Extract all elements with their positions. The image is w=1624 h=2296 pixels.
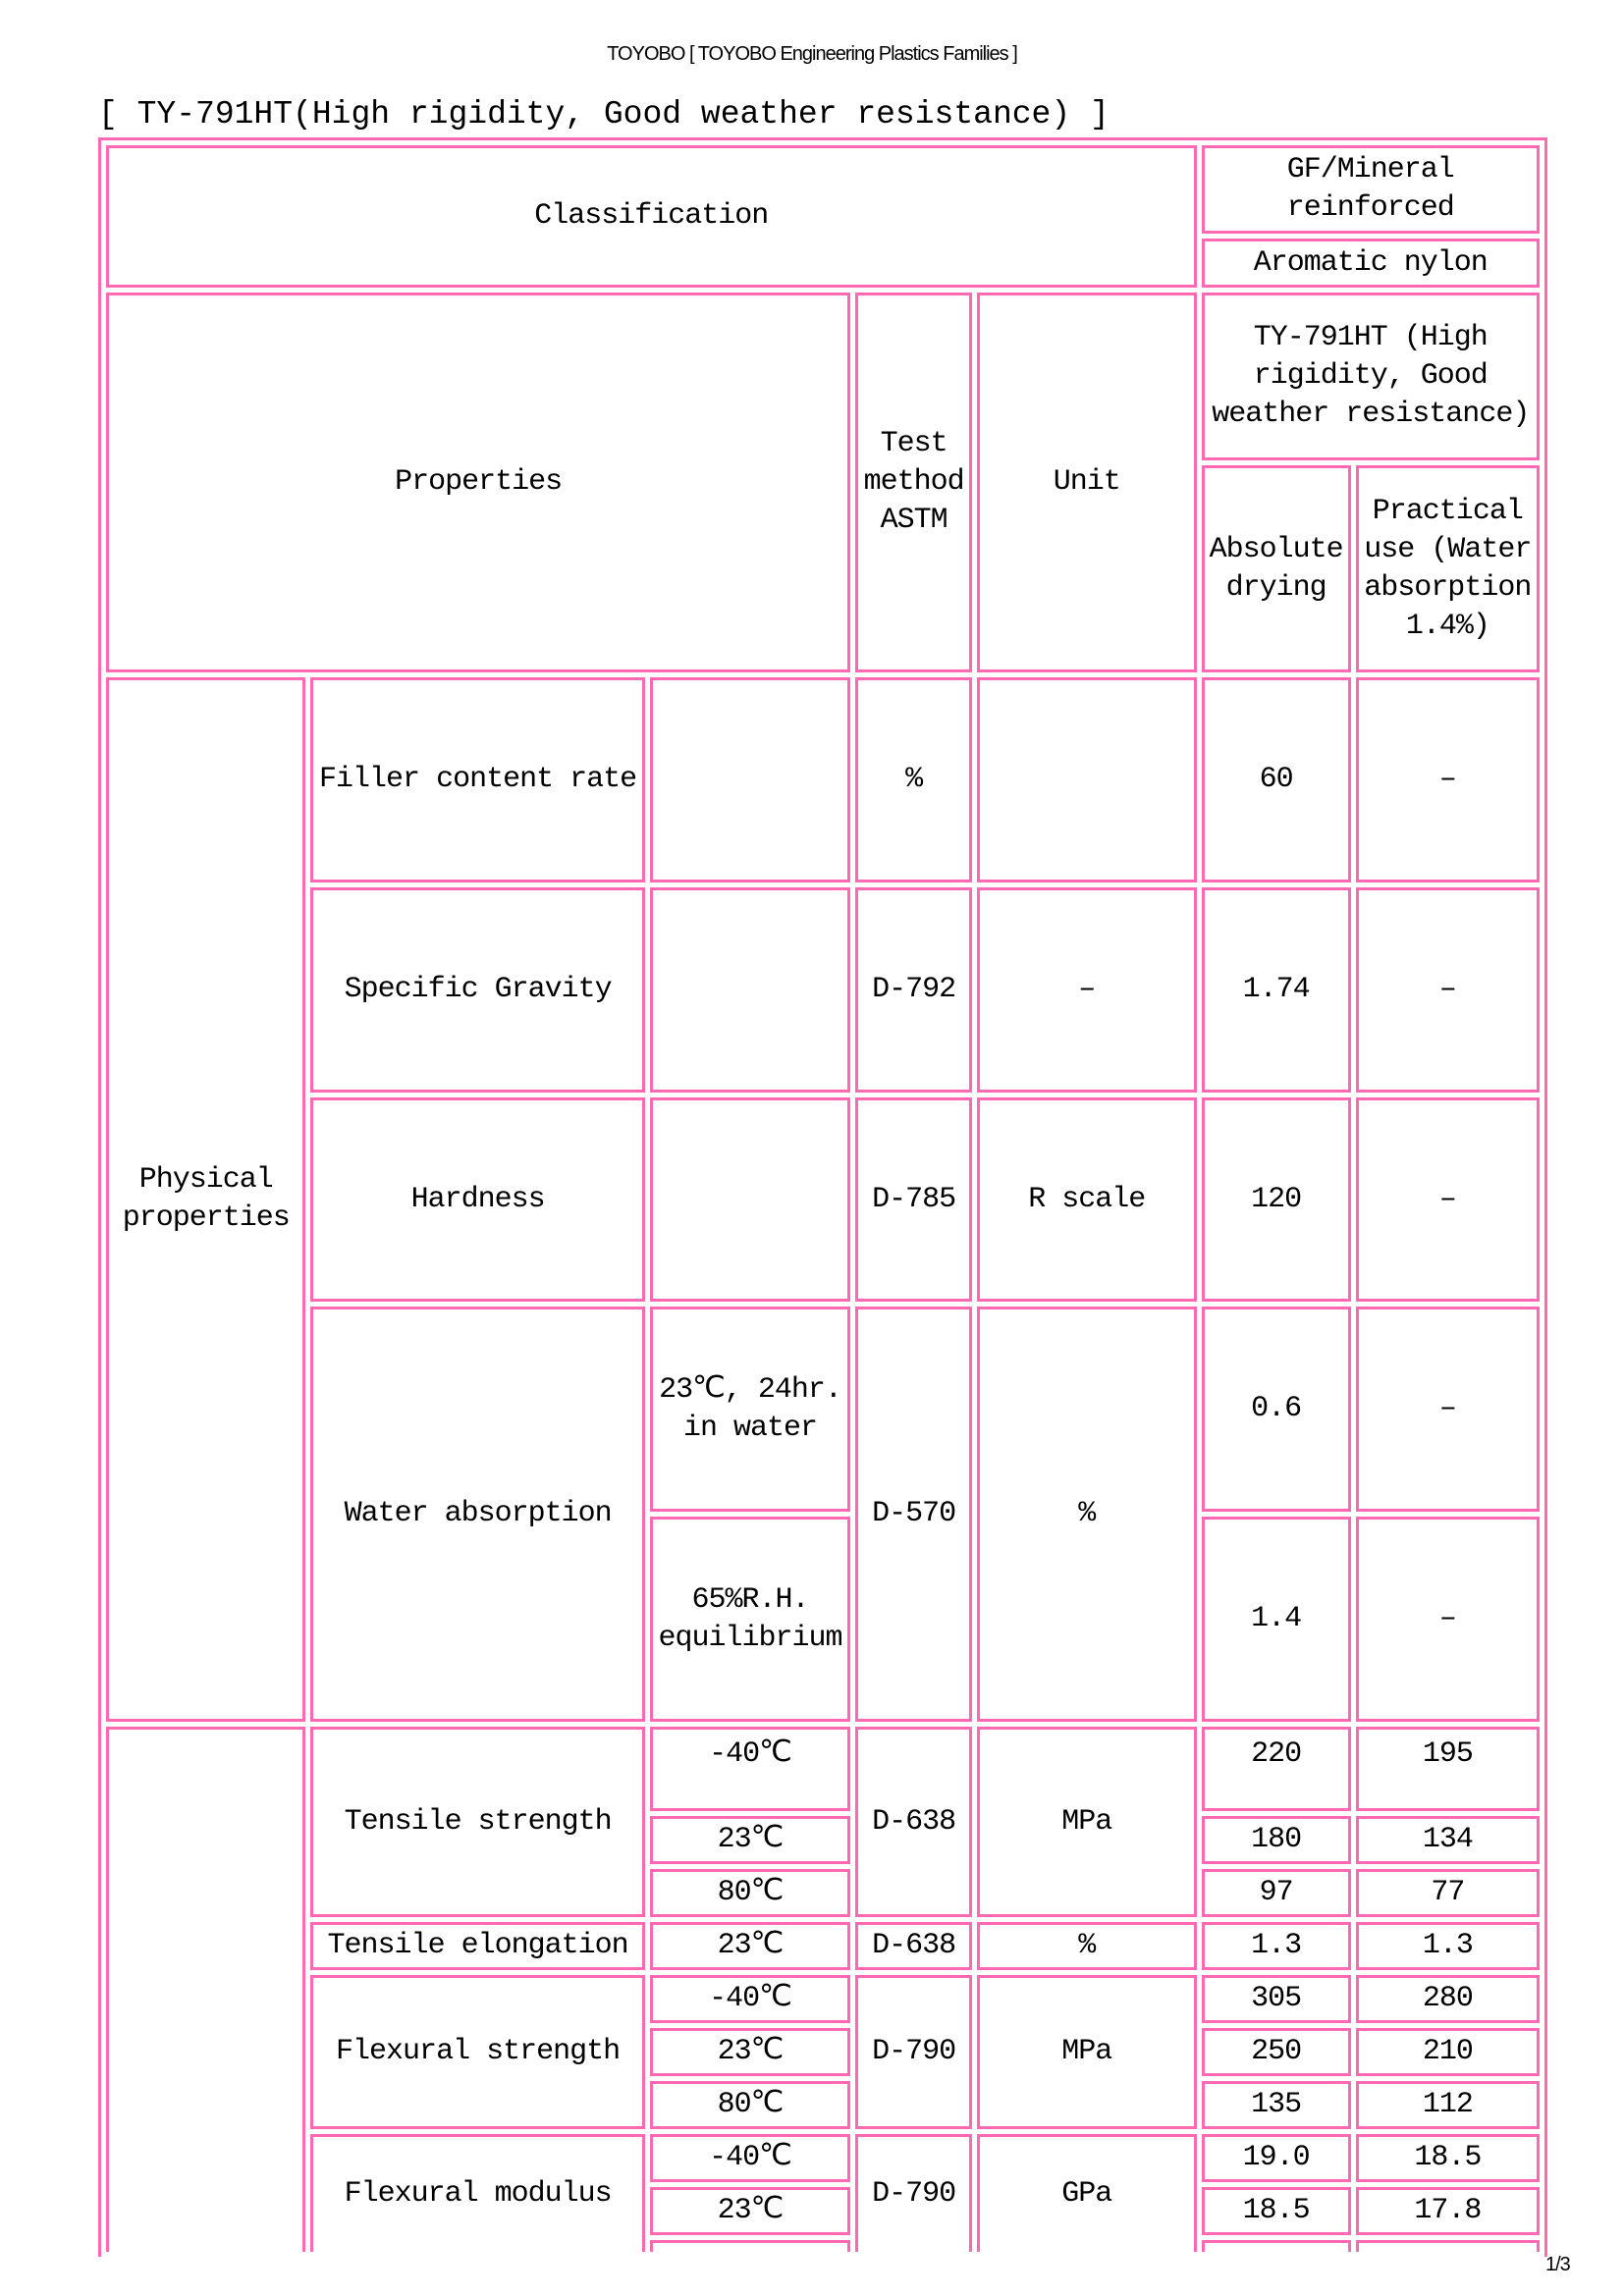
condition: 23℃ [650,2187,850,2235]
condition [650,2240,850,2252]
absolute-value: 97 [1202,1869,1351,1917]
practical-value: 134 [1356,1816,1540,1864]
unit: % [977,1922,1197,1970]
practical-value: – [1356,887,1540,1093]
unit: MPa [977,1975,1197,2129]
unit: R scale [977,1097,1197,1302]
unit-header: Unit [977,293,1197,672]
unit: % [977,1307,1197,1722]
condition: 80℃ [650,2081,850,2129]
practical-value: 18.5 [1356,2134,1540,2182]
table-row-water-absorption [106,1307,1540,1512]
absolute-value: 135 [1202,2081,1351,2129]
absolute-value: 305 [1202,1975,1351,2023]
unit: GPa [977,2134,1197,2252]
condition [650,887,850,1093]
table-row-flexural-strength [106,1975,1540,2023]
absolute-drying-header: Absolute drying [1202,465,1351,672]
practical-value: 195 [1356,1727,1540,1811]
classification-material: Aromatic nylon [1202,239,1540,288]
condition: -40℃ [650,1727,850,1811]
condition: 23℃ [650,2028,850,2076]
property-name: Flexural modulus [310,2134,644,2252]
practical-value: – [1356,1097,1540,1302]
condition: 65%R.H. equilibrium [650,1517,850,1722]
table-row-hardness [106,1097,1540,1302]
condition: 23℃ [650,1816,850,1864]
practical-value: 1.3 [1356,1922,1540,1970]
table-row-filler [106,677,1540,882]
property-name: Hardness [310,1097,644,1302]
absolute-value: 120 [1202,1097,1351,1302]
practical-value: 77 [1356,1869,1540,1917]
practical-value: – [1356,1307,1540,1512]
classification-label: Classification [106,145,1197,288]
condition: 23℃, 24hr. in water [650,1307,850,1512]
absolute-value: 60 [1202,677,1351,882]
absolute-value: 19.0 [1202,2134,1351,2182]
practical-value [1356,2240,1540,2252]
test-method-header: Test method ASTM [855,293,972,672]
absolute-value: 1.3 [1202,1922,1351,1970]
absolute-value [1202,2240,1351,2252]
absolute-value: 1.4 [1202,1517,1351,1722]
test-method: D-792 [855,887,972,1093]
test-method: D-638 [855,1922,972,1970]
test-method: D-785 [855,1097,972,1302]
practical-value: 280 [1356,1975,1540,2023]
property-name: Specific Gravity [310,887,644,1093]
absolute-value: 1.74 [1202,887,1351,1093]
document-title: [ TY-791HT(High rigidity, Good weather resistance) ] [98,96,1110,133]
properties-table [101,140,1544,2257]
table-row-tensile-elongation [106,1922,1540,1970]
absolute-value: 220 [1202,1727,1351,1811]
condition [650,1097,850,1302]
condition: 80℃ [650,1869,850,1917]
property-name: Water absorption [310,1307,644,1722]
test-method: % [855,677,972,882]
absolute-value: 250 [1202,2028,1351,2076]
test-method: D-638 [855,1727,972,1917]
property-name: Tensile elongation [310,1922,644,1970]
practical-value: 17.8 [1356,2187,1540,2235]
property-name: Flexural strength [310,1975,644,2129]
test-method: D-790 [855,2134,972,2252]
document-header: TOYOBO [ TOYOBO Engineering Plastics Families ] [607,43,1017,65]
table-row-flexural-modulus [106,2134,1540,2182]
unit: MPa [977,1727,1197,1917]
grade-header: TY-791HT (High rigidity, Good weather resistance) [1202,293,1540,460]
practical-value: 210 [1356,2028,1540,2076]
properties-header: Properties [106,293,850,672]
properties-table-container [98,137,1547,2257]
group-physical-properties: Physical properties [106,677,305,1722]
table-row-specific-gravity [106,887,1540,1093]
condition: 23℃ [650,1922,850,1970]
classification-type: GF/Mineral reinforced [1202,145,1540,234]
condition [650,677,850,882]
test-method: D-570 [855,1307,972,1722]
condition: -40℃ [650,2134,850,2182]
practical-value: 112 [1356,2081,1540,2129]
condition: -40℃ [650,1975,850,2023]
practical-use-header: Practical use (Water absorption 1.4%) [1356,465,1540,672]
property-name: Tensile strength [310,1727,644,1917]
table-row-tensile-strength [106,1727,1540,1811]
absolute-value: 18.5 [1202,2187,1351,2235]
property-name: Filler content rate [310,677,644,882]
unit [977,677,1197,882]
page-number: 1/3 [1545,2254,1570,2275]
unit: – [977,887,1197,1093]
absolute-value: 0.6 [1202,1307,1351,1512]
practical-value: – [1356,1517,1540,1722]
test-method: D-790 [855,1975,972,2129]
absolute-value: 180 [1202,1816,1351,1864]
practical-value: – [1356,677,1540,882]
group-mechanical-properties [106,1727,305,2252]
